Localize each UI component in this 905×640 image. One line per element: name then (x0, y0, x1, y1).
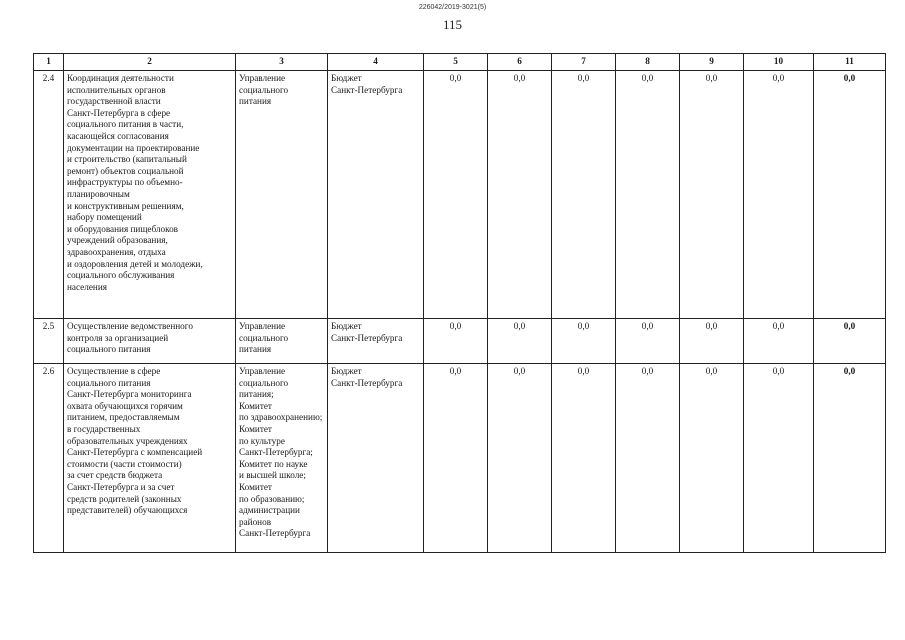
row-number: 2.4 (34, 71, 64, 319)
executor-cell: Управление социального питания (236, 319, 328, 364)
table-row (34, 319, 886, 364)
value-cell: 0,0 (424, 364, 488, 553)
total-value-cell: 0,0 (814, 364, 886, 553)
value-cell: 0,0 (488, 71, 552, 319)
total-value-cell: 0,0 (814, 319, 886, 364)
column-header: 1 (34, 54, 64, 71)
page-number: 115 (442, 17, 463, 32)
column-header: 2 (64, 54, 236, 71)
funding-source-cell: Бюджет Санкт-Петербурга (328, 364, 424, 553)
value-cell: 0,0 (488, 364, 552, 553)
value-cell: 0,0 (680, 71, 744, 319)
column-header: 5 (424, 54, 488, 71)
value-cell: 0,0 (616, 364, 680, 553)
executor-cell: Управление социального питания; Комитет по здравоохранению; Комитет по культуре Санкт-Петербурга; Комитет по науке и высшей школе; Комитет по образованию; администрации районов Санкт-Петербурга (236, 364, 328, 553)
row-number: 2.5 (34, 319, 64, 364)
activity-cell: Осуществление ведомственного контроля за организацией социального питания (64, 319, 236, 364)
column-header: 4 (328, 54, 424, 71)
value-cell: 0,0 (552, 364, 616, 553)
value-cell: 0,0 (424, 71, 488, 319)
activity-cell: Координация деятельности исполнительных органов государственной власти Санкт-Петербурга в сфере социального питания в части, касающейся согласования документации на проектирование и строительство (капитальный ремонт) объектов социальной инфраструктуры по объемно- планировочным и конструктивным решениям, набору помещений и оборудования пищеблоков учреждений образования, здравоохранения, отдыха и оздоровления детей и молодежи, социального обслуживания населения (64, 71, 236, 319)
value-cell: 0,0 (552, 71, 616, 319)
activity-cell: Осуществление в сфере социального питания Санкт-Петербурга мониторинга охвата обучающихся горячим питанием, предоставляемым в государственных образовательных учреждениях Санкт-Петербурга с компенсацией стоимости (части стоимости) за счет средств бюджета Санкт-Петербурга и за счет средств родителей (законных представителей) обучающихся (64, 364, 236, 553)
column-header: 11 (814, 54, 886, 71)
total-value-cell: 0,0 (814, 71, 886, 319)
column-header: 8 (616, 54, 680, 71)
value-cell: 0,0 (424, 319, 488, 364)
table-row (34, 71, 886, 319)
value-cell: 0,0 (552, 319, 616, 364)
column-header: 10 (744, 54, 814, 71)
row-number: 2.6 (34, 364, 64, 553)
document-stamp: 226042/2019-3021(5) (418, 4, 487, 11)
value-cell: 0,0 (488, 319, 552, 364)
executor-cell: Управление социального питания (236, 71, 328, 319)
value-cell: 0,0 (680, 319, 744, 364)
column-header: 7 (552, 54, 616, 71)
value-cell: 0,0 (744, 364, 814, 553)
value-cell: 0,0 (616, 71, 680, 319)
table-row (34, 364, 886, 553)
value-cell: 0,0 (744, 319, 814, 364)
column-header: 3 (236, 54, 328, 71)
value-cell: 0,0 (680, 364, 744, 553)
table-header-row (34, 54, 886, 71)
column-header: 9 (680, 54, 744, 71)
column-header: 6 (488, 54, 552, 71)
funding-source-cell: Бюджет Санкт-Петербурга (328, 71, 424, 319)
value-cell: 0,0 (744, 71, 814, 319)
value-cell: 0,0 (616, 319, 680, 364)
funding-source-cell: Бюджет Санкт-Петербурга (328, 319, 424, 364)
program-table (33, 53, 886, 553)
